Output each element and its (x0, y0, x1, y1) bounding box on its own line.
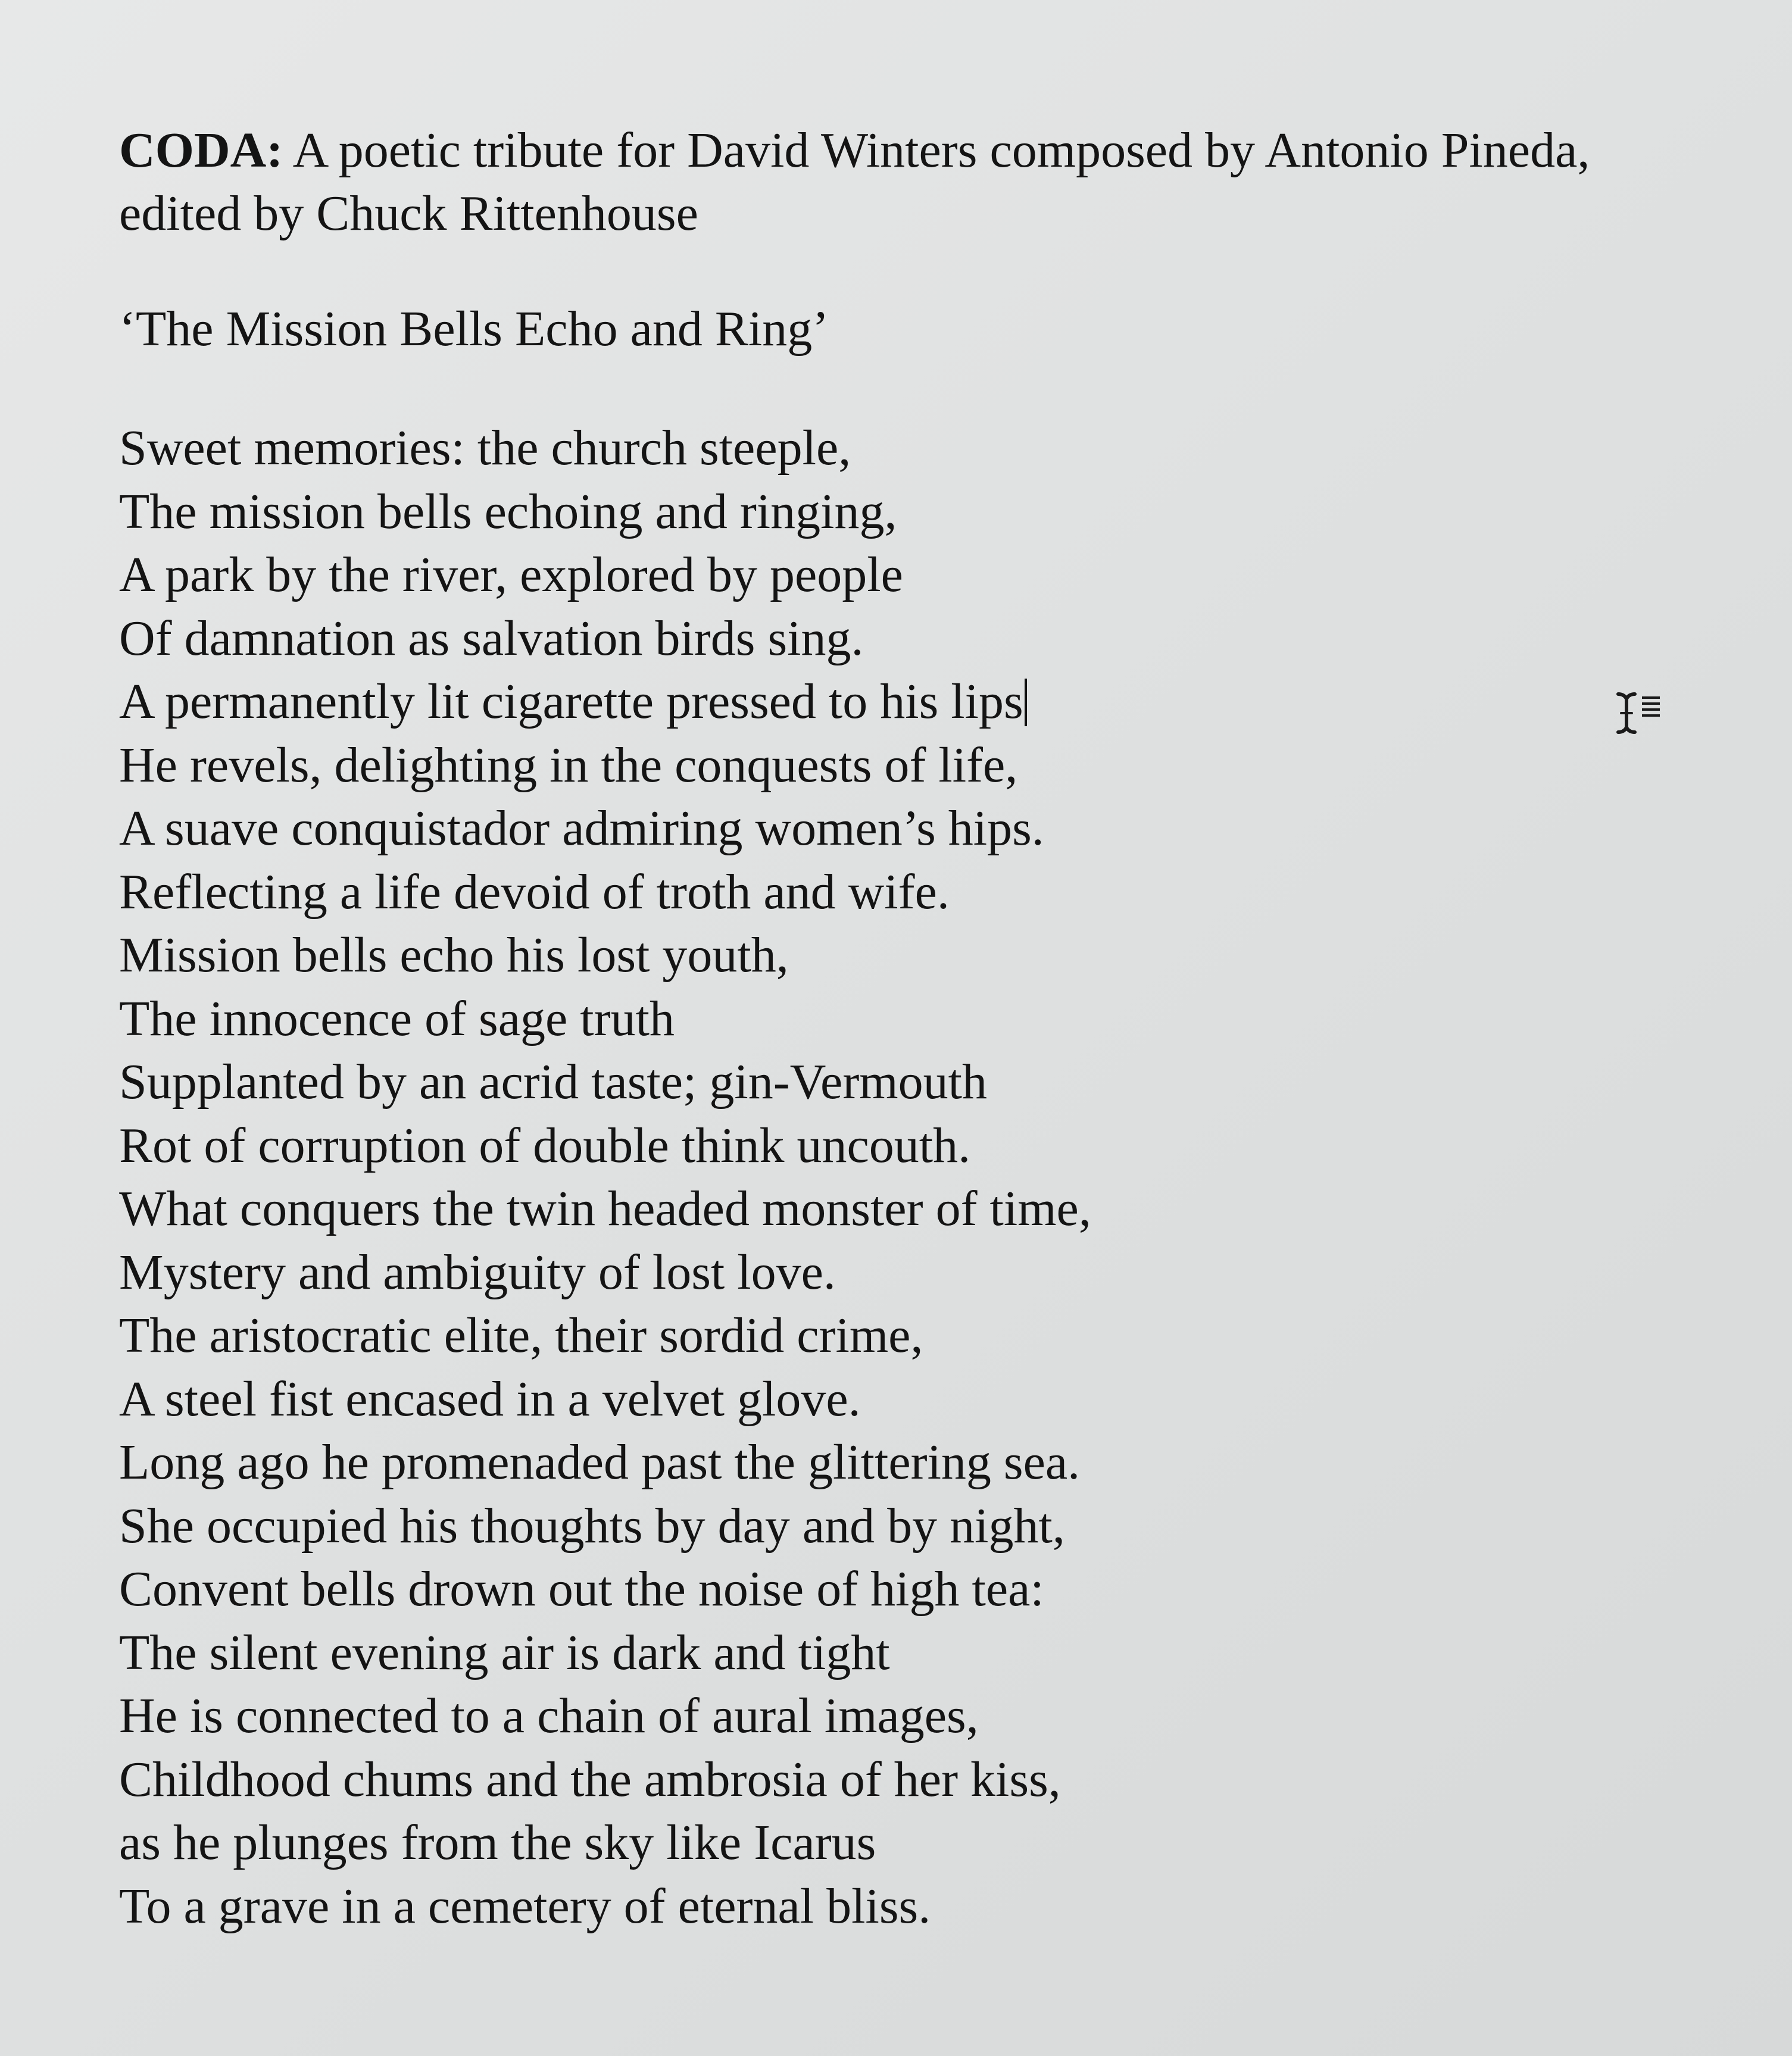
document-header (119, 119, 1774, 245)
header-line-1: A poetic tribute for David Winters composed by Antonio Pineda, (283, 123, 1590, 178)
poem-line: Childhood chums and the ambrosia of her kiss, (119, 1751, 1061, 1807)
poem-line: Supplanted by an acrid taste; gin-Vermouth (119, 1054, 987, 1110)
poem-line: The silent evening air is dark and tight (119, 1624, 890, 1680)
poem-line: as he plunges from the sky like Icarus (119, 1815, 876, 1870)
poem-line: She occupied his thoughts by day and by night, (119, 1498, 1065, 1554)
document-text-area[interactable] (119, 119, 1774, 1938)
poem-line: He is connected to a chain of aural images, (119, 1688, 979, 1743)
poem-line: A permanently lit cigarette pressed to his lips (119, 674, 1023, 729)
poem-title: ‘The Mission Bells Echo and Ring’ (119, 301, 829, 357)
header-label: CODA: (119, 123, 283, 178)
poem-line: Rot of corruption of double think uncouth. (119, 1117, 971, 1173)
poem-line: The aristocratic elite, their sordid crime, (119, 1308, 923, 1363)
poem-line: Of damnation as salvation birds sing. (119, 610, 864, 666)
poem-line: Mission bells echo his lost youth, (119, 927, 789, 983)
text-caret-icon (1025, 679, 1027, 726)
poem-line: The innocence of sage truth (119, 990, 675, 1046)
poem-line: Sweet memories: the church steeple, (119, 420, 851, 476)
poem-body (119, 417, 1774, 1938)
poem-line: He revels, delighting in the conquests of life, (119, 737, 1018, 793)
poem-line-with-caret (119, 670, 1774, 734)
poem-line: Convent bells drown out the noise of high tea: (119, 1561, 1044, 1617)
poem-line: To a grave in a cemetery of eternal bliss. (119, 1878, 931, 1934)
poem-line: A park by the river, explored by people (119, 547, 903, 602)
poem-line: Reflecting a life devoid of troth and wife. (119, 864, 950, 920)
poem-line: Mystery and ambiguity of lost love. (119, 1244, 836, 1300)
header-line-2: edited by Chuck Rittenhouse (119, 186, 698, 241)
poem-line: A suave conquistador admiring women’s hips. (119, 801, 1044, 856)
poem-line: A steel fist encased in a velvet glove. (119, 1371, 861, 1427)
poem-line: Long ago he promenaded past the glittering sea. (119, 1435, 1081, 1490)
ibeam-cursor-icon (1611, 689, 1665, 737)
poem-line: What conquers the twin headed monster of time, (119, 1181, 1091, 1236)
poem-line: The mission bells echoing and ringing, (119, 483, 897, 539)
